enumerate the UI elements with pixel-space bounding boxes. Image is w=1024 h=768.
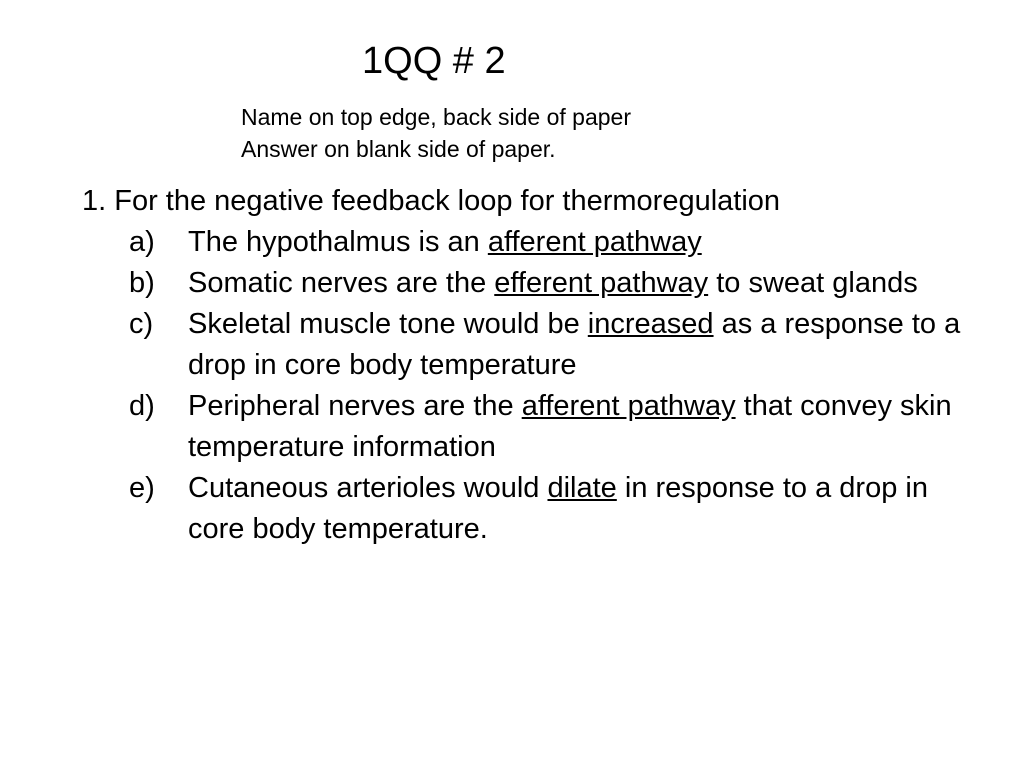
instruction-line: Answer on blank side of paper.: [241, 136, 556, 162]
question-stem: 1. For the negative feedback loop for thermoregulation: [82, 185, 781, 217]
option-text: that convey skin temperature information: [188, 390, 952, 463]
instruction-line: Name on top edge, back side of paper: [241, 104, 631, 130]
answer-option-e: [82, 468, 968, 550]
underlined-term: afferent pathway: [487, 226, 702, 258]
option-text: Peripheral nerves are the: [188, 390, 522, 422]
option-letter: e): [129, 472, 155, 504]
underlined-term: increased: [587, 308, 714, 340]
answer-options: [82, 222, 982, 550]
option-text: to sweat glands: [708, 267, 918, 299]
slide-title: 1QQ # 2: [362, 40, 506, 82]
option-letter: a): [129, 226, 155, 258]
question: [82, 181, 982, 550]
option-text: The hypothalmus is an: [188, 226, 488, 258]
option-text: Somatic nerves are the: [188, 267, 495, 299]
option-letter: c): [129, 308, 154, 340]
instructions: [241, 101, 631, 165]
answer-option-c: [82, 304, 968, 386]
answer-option-b: [82, 263, 968, 304]
underlined-term: efferent pathway: [494, 267, 709, 299]
option-text: as a response to a drop in core body temperature: [188, 308, 961, 381]
option-letter: b): [129, 267, 155, 299]
option-text: Cutaneous arterioles would: [188, 472, 548, 504]
underlined-term: afferent pathway: [521, 390, 736, 422]
answer-option-a: [82, 222, 968, 263]
underlined-term: dilate: [547, 472, 617, 504]
option-text: Skeletal muscle tone would be: [188, 308, 588, 340]
answer-option-d: [82, 386, 968, 468]
option-text: in response to a drop in core body temperature.: [188, 472, 928, 545]
option-letter: d): [129, 390, 155, 422]
